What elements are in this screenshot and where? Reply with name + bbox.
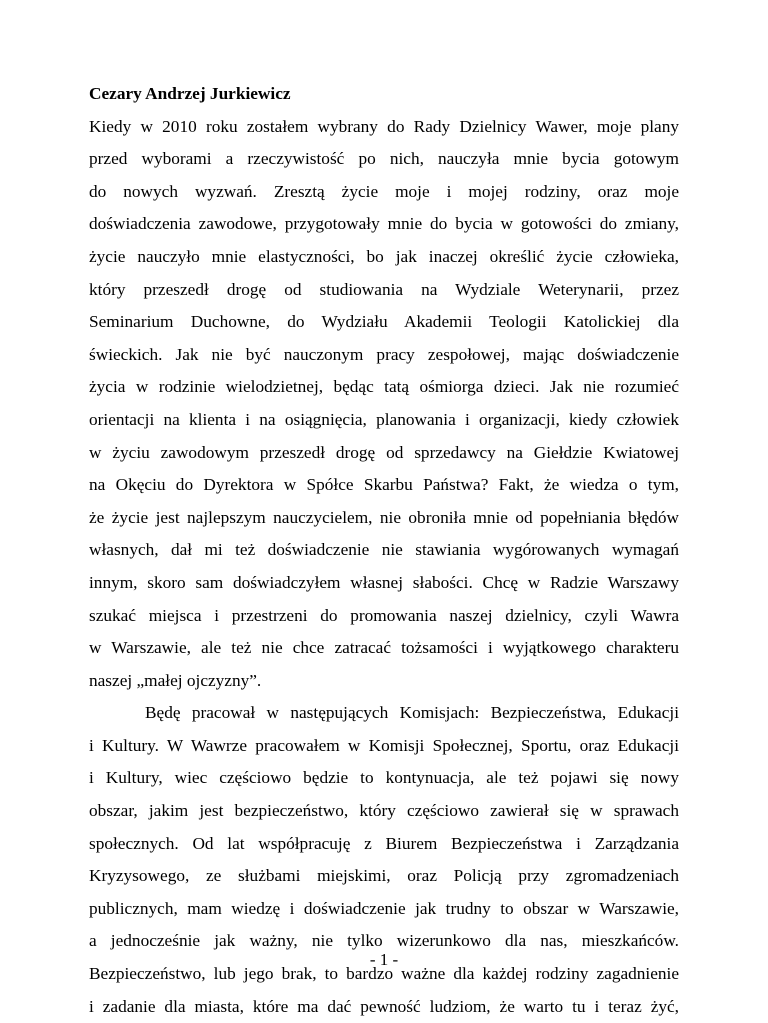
- text-line: a jednocześnie jak ważny, nie tylko wizerunkowo dla nas, mieszkańców.: [89, 931, 679, 951]
- text-line: Bezpieczeństwo, lub jego brak, to bardzo ważne dla każdej rodziny zagadnienie: [89, 964, 679, 984]
- text-line: na Okęciu do Dyrektora w Spółce Skarbu Państwa? Fakt, że wiedza o tym,: [89, 475, 679, 495]
- text-line: szukać miejsca i przestrzeni do promowania naszej dzielnicy, czyli Wawra: [89, 605, 679, 625]
- text-line: do nowych wyzwań. Zresztą życie moje i mojej rodziny, oraz moje: [89, 181, 679, 201]
- text-line: przed wyborami a rzeczywistość po nich, nauczyła mnie bycia gotowym: [89, 149, 679, 169]
- text-line: w Warszawie, ale też nie chce zatracać tożsamości i wyjątkowego charakteru: [89, 638, 679, 658]
- text-line: obszar, jakim jest bezpieczeństwo, który częściowo zawierał się w sprawach: [89, 801, 679, 821]
- text-line: Będę pracował w następujących Komisjach: Bezpieczeństwa, Edukacji: [145, 703, 679, 723]
- text-line: świeckich. Jak nie być nauczonym pracy zespołowej, mając doświadczenie: [89, 344, 679, 364]
- author-name: Cezary Andrzej Jurkiewicz: [89, 84, 291, 103]
- text-line: i Kultury, wiec częściowo będzie to kontynuacja, ale też pojawi się nowy: [89, 768, 679, 788]
- document-body: [89, 78, 679, 1023]
- text-line: i zadanie dla miasta, które ma dać pewność ludziom, że warto tu i teraz żyć,: [89, 996, 679, 1016]
- text-line: innym, skoro sam doświadczyłem własnej słabości. Chcę w Radzie Warszawy: [89, 572, 679, 592]
- text-line: społecznych. Od lat współpracuję z Biurem Bezpieczeństwa i Zarządzania: [89, 833, 679, 853]
- text-line: własnych, dał mi też doświadczenie nie stawiania wygórowanych wymagań: [89, 540, 679, 560]
- paragraph-1: [89, 111, 679, 698]
- text-line: życia w rodzinie wielodzietnej, będąc tatą ośmiorga dzieci. Jak nie rozumieć: [89, 377, 679, 397]
- text-line: który przeszedł drogę od studiowania na Wydziale Weterynarii, przez: [89, 279, 679, 299]
- text-line: orientacji na klienta i na osiągnięcia, planowania i organizacji, kiedy człowiek: [89, 409, 679, 429]
- text-line: że życie jest najlepszym nauczycielem, nie obroniła mnie od popełniania błędów: [89, 507, 679, 527]
- page-number: - 1 -: [369, 950, 399, 969]
- text-line: doświadczenia zawodowe, przygotowały mnie do bycia w gotowości do zmiany,: [89, 214, 679, 234]
- text-line: naszej „małej ojczyzny”.: [89, 670, 262, 690]
- text-line: Kiedy w 2010 roku zostałem wybrany do Rady Dzielnicy Wawer, moje plany: [89, 116, 679, 136]
- text-line: i Kultury. W Wawrze pracowałem w Komisji Społecznej, Sportu, oraz Edukacji: [89, 735, 679, 755]
- text-line: publicznych, mam wiedzę i doświadczenie jak trudny to obszar w Warszawie,: [89, 898, 679, 918]
- text-line: w życiu zawodowym przeszedł drogę od sprzedawcy na Giełdzie Kwiatowej: [89, 442, 679, 462]
- text-line: życie nauczyło mnie elastyczności, bo jak inaczej określić życie człowieka,: [89, 246, 679, 266]
- text-line: Kryzysowego, ze służbami miejskimi, oraz Policją przy zgromadzeniach: [89, 866, 679, 886]
- text-line: Seminarium Duchowne, do Wydziału Akademii Teologii Katolickiej dla: [89, 312, 679, 332]
- paragraph-2: [89, 697, 679, 1023]
